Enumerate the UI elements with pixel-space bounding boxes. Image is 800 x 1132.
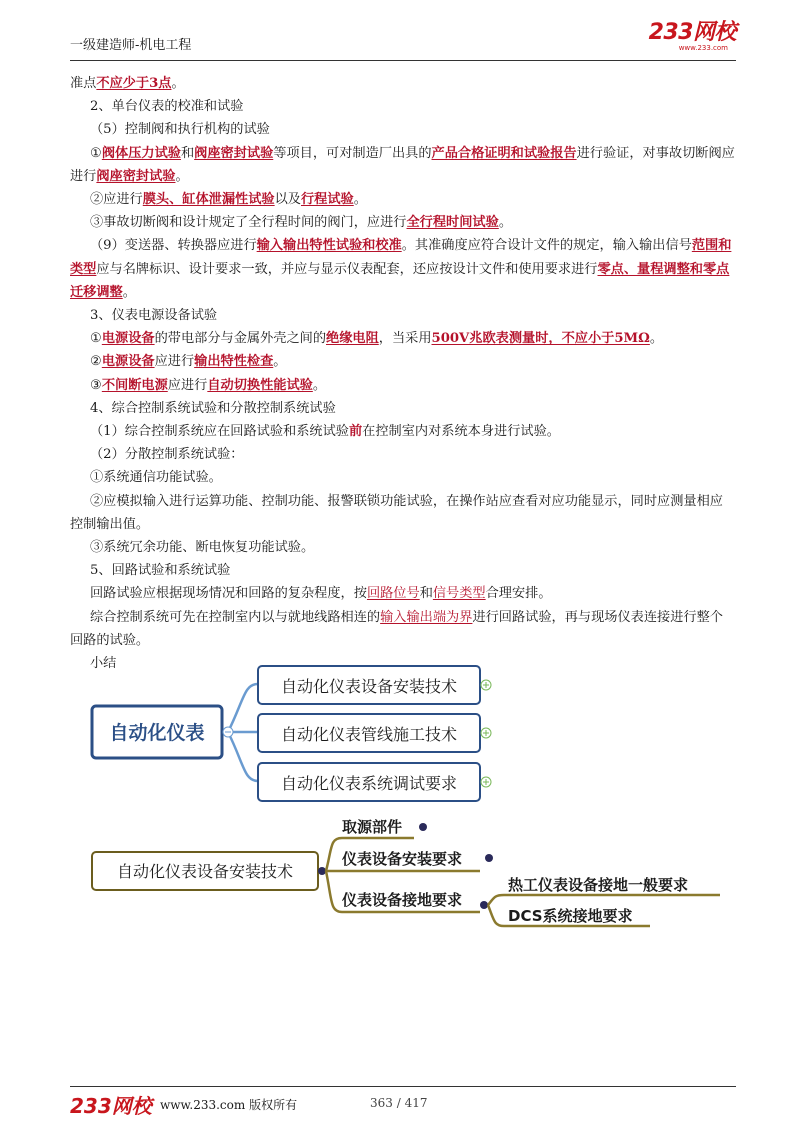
mm2-connector <box>488 895 720 905</box>
section-heading: 4、综合控制系统试验和分散控制系统试验 <box>90 400 336 416</box>
mm2-root-label: 自动化仪表设备安装技术 <box>116 862 294 881</box>
para-l5: ③事故切断阀和设计规定了全行程时间的阀门，应进行全行程时间试验。 <box>90 215 512 231</box>
mm1-root-label: 自动化仪表 <box>109 722 205 744</box>
sub-heading: （5）控制阀和执行机构的试验 <box>90 122 270 138</box>
mm1-connector <box>228 684 258 732</box>
brand-logo: 233网校 www.233.com <box>648 20 736 52</box>
para-l18: 回路试验应根据现场情况和回路的复杂程度，按回路位号和信号类型合理安排。 <box>90 586 552 602</box>
mm1-child-label: 自动化仪表管线施工技术 <box>280 725 458 744</box>
mm2-branch-label: 仪表设备接地要求 <box>342 891 463 909</box>
para-l9: ②电源设备应进行输出特性检查。 <box>90 354 287 370</box>
mm2-branch-label: 仪表设备安装要求 <box>342 850 463 868</box>
para-l15: ②应模拟输入进行运算功能、控制功能、报警联锁功能试验，在操作站应查看对应功能显示，同时应测量相应控制输出值。 <box>70 493 723 532</box>
para-l16: ③系统冗余功能、断电恢复功能试验。 <box>90 540 315 556</box>
page-footer <box>70 1090 736 1118</box>
para-l3: ①阀体压力试验和阀座密封试验等项目，可对制造厂出具的产品合格证明和试验报告进行验证，对事故切断阀应进行阀座密封试验。 <box>70 145 735 184</box>
section-heading: 3、仪表电源设备试验 <box>90 308 218 324</box>
para-l14: ①系统通信功能试验。 <box>90 470 222 486</box>
summary-heading: 小结 <box>90 656 117 672</box>
sub-heading: （2）分散控制系统试验： <box>90 447 244 463</box>
footer-divider <box>70 1086 736 1087</box>
mm2-branch-label: 取源部件 <box>342 818 403 836</box>
section-heading: 5、回路试验和系统试验 <box>90 563 231 579</box>
mindmap-2 <box>92 818 720 926</box>
mm1-connector <box>228 732 258 781</box>
branch-dot[interactable] <box>318 867 326 875</box>
mindmap-1 <box>92 666 491 801</box>
mm1-child-label: 自动化仪表系统调试要求 <box>280 774 458 793</box>
para-l0: 准点不应少于3点。 <box>70 76 185 91</box>
mm1-child-label: 自动化仪表设备安装技术 <box>280 677 458 696</box>
page-number: 363 / 417 <box>370 1096 428 1110</box>
para-l12: （1）综合控制系统应在回路试验和系统试验前在控制室内对系统本身进行试验。 <box>90 424 560 440</box>
branch-dot[interactable] <box>485 854 493 862</box>
copyright-text: www.233.com 版权所有 <box>160 1098 298 1112</box>
para-l4: ②应进行膜头、缸体泄漏性试验以及行程试验。 <box>90 192 367 208</box>
mm2-sub-branch-label: 热工仪表设备接地一般要求 <box>508 876 689 894</box>
para-l19: 综合控制系统可先在控制室内以与就地线路相连的输入输出端为界进行回路试验，再与现场仪表连接进行整个回路的试验。 <box>70 609 723 648</box>
footer-logo: 233网校 <box>70 1094 152 1118</box>
para-l8: ①电源设备的带电部分与金属外壳之间的绝缘电阻，当采用500V兆欧表测量时，不应小于5MΩ。 <box>90 331 664 347</box>
section-heading: 2、单台仪表的校准和试验 <box>90 99 244 115</box>
branch-dot[interactable] <box>419 823 427 831</box>
para-l6: （9）变送器、转换器应进行输入输出特性试验和校准。其准确度应符合设计文件的规定，输入输出信号范围和类型应与名牌标识、设计要求一致，并应与显示仪表配套，还应按设计文件和使用要求进行零点、量程调整和零点迁移调整。 <box>70 238 732 300</box>
branch-dot[interactable] <box>480 901 488 909</box>
mm2-sub-branch-label: DCS系统接地要求 <box>508 907 633 925</box>
document-title: 一级建造师-机电工程 <box>70 38 192 53</box>
para-l10: ③不间断电源应进行自动切换性能试验。 <box>90 377 327 393</box>
